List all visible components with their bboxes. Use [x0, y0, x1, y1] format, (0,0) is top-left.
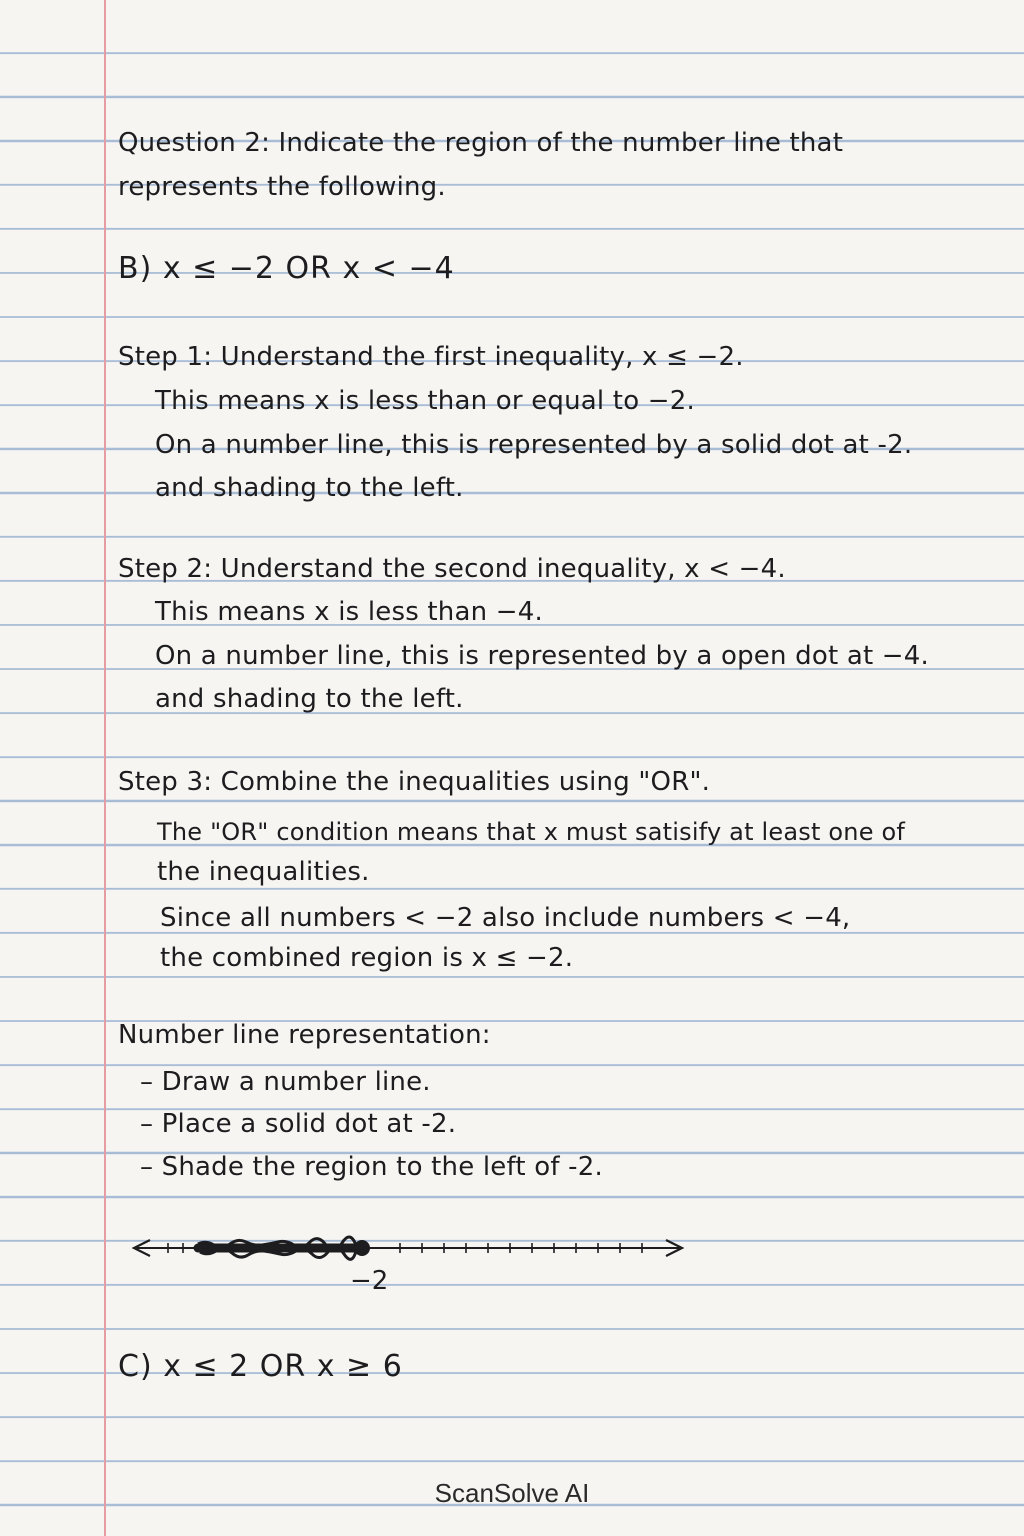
- number-line-diagram: [128, 1228, 698, 1298]
- step3-line-1: The "OR" condition means that x must satisify at least one of: [157, 818, 906, 846]
- representation-heading: Number line representation:: [118, 1020, 491, 1050]
- step1-heading: Step 1: Understand the first inequality, x ≤ −2.: [118, 342, 744, 372]
- representation-item-2: – Place a solid dot at -2.: [140, 1109, 457, 1139]
- step3-heading: Step 3: Combine the inequalities using "OR".: [118, 767, 711, 797]
- part-c-inequality: C) x ≤ 2 OR x ≥ 6: [118, 1349, 403, 1384]
- footer-brand: ScanSolve AI: [434, 1478, 590, 1508]
- step3-line-2: the inequalities.: [157, 857, 370, 887]
- representation-item-1: – Draw a number line.: [140, 1067, 431, 1097]
- solid-dot: [354, 1240, 370, 1256]
- step3-line-4: the combined region is x ≤ −2.: [160, 943, 574, 973]
- part-b-inequality: B) x ≤ −2 OR x < −4: [118, 251, 455, 286]
- step1-line-2: On a number line, this is represented by a solid dot at -2.: [155, 430, 913, 460]
- shaded-region: [198, 1237, 356, 1259]
- step1-line-1: This means x is less than or equal to −2.: [155, 386, 695, 416]
- question-line-1: Question 2: Indicate the region of the number line that: [118, 128, 844, 158]
- number-line-label: −2: [350, 1266, 389, 1296]
- step2-line-3: and shading to the left.: [155, 684, 464, 714]
- step2-heading: Step 2: Understand the second inequality, x < −4.: [118, 554, 786, 584]
- question-line-2: represents the following.: [118, 172, 446, 202]
- step2-line-2: On a number line, this is represented by a open dot at −4.: [155, 641, 930, 671]
- representation-item-3: – Shade the region to the left of -2.: [140, 1152, 603, 1182]
- step1-line-3: and shading to the left.: [155, 473, 464, 503]
- margin-line: [104, 0, 106, 1536]
- step2-line-1: This means x is less than −4.: [155, 597, 543, 627]
- number-line-svg: [128, 1228, 698, 1298]
- step3-line-3: Since all numbers < −2 also include numbers < −4,: [160, 903, 851, 933]
